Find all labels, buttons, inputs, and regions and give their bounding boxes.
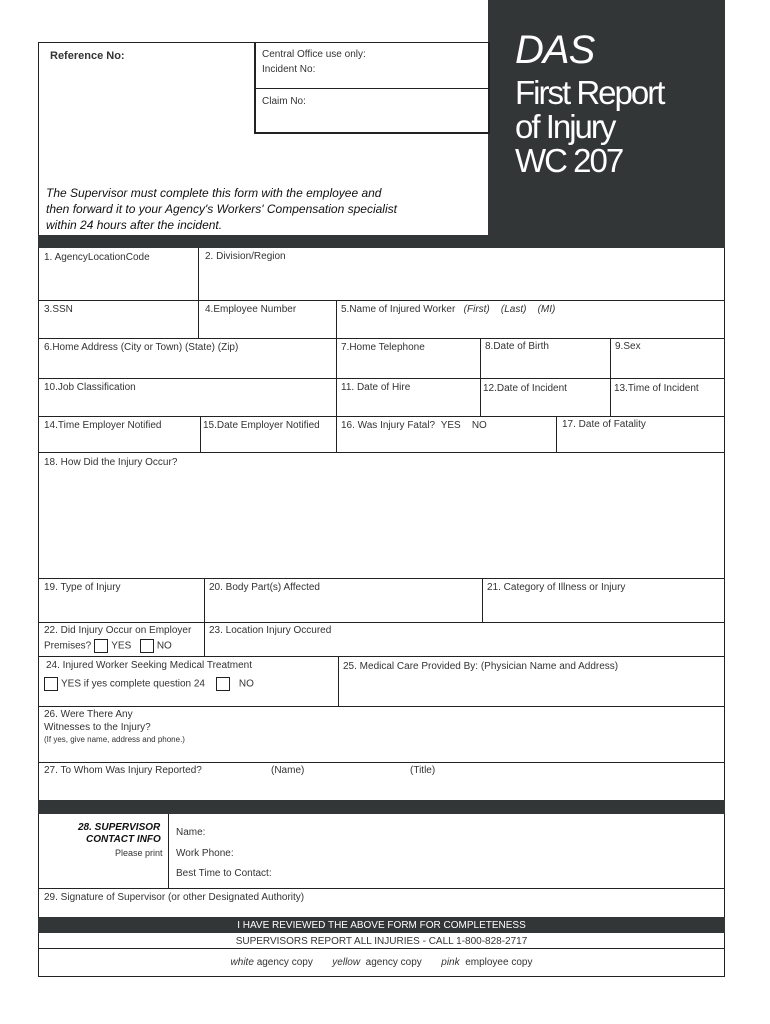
field-date-of-fatality[interactable]: 17. Date of Fatality <box>562 419 646 430</box>
field-location-injury[interactable]: 23. Location Injury Occured <box>209 625 332 636</box>
field-medical-treatment: YES if yes complete question 24 NO <box>44 677 254 691</box>
field-reported-to-title: (Title) <box>410 765 436 776</box>
reference-label: Reference No: <box>50 50 125 62</box>
premises-no-checkbox[interactable] <box>140 639 154 653</box>
separator-band <box>38 235 725 248</box>
form-title-line3: WC 207 <box>515 142 623 179</box>
claim-no-label[interactable]: Claim No: <box>262 96 306 107</box>
field-employer-premises-label: 22. Did Injury Occur on Employer <box>44 625 192 636</box>
field-sex[interactable]: 9.Sex <box>615 341 641 352</box>
treatment-no-checkbox[interactable] <box>216 677 230 691</box>
supervisor-name-field[interactable]: Name: <box>176 827 206 838</box>
instruction-line3: within 24 hours after the incident. <box>46 218 223 232</box>
reviewed-statement: I HAVE REVIEWED THE ABOVE FORM FOR COMPLETENESS <box>237 920 526 931</box>
field-job-classification[interactable]: 10.Job Classification <box>44 382 136 393</box>
incident-no-label[interactable]: Incident No: <box>262 64 316 75</box>
field-reported-to-name: (Name) <box>271 765 305 776</box>
field-witnesses-line2: Witnesses to the Injury? <box>44 722 151 733</box>
field-time-of-incident[interactable]: 13.Time of Incident <box>614 383 699 394</box>
field-home-address[interactable]: 6.Home Address (City or Town) (State) (Zip) <box>44 342 239 353</box>
field-date-of-incident[interactable]: 12.Date of Incident <box>483 383 567 394</box>
field-home-telephone[interactable]: 7.Home Telephone <box>341 342 425 353</box>
supervisor-phone-field[interactable]: Work Phone: <box>176 848 234 859</box>
field-body-parts[interactable]: 20. Body Part(s) Affected <box>209 582 320 593</box>
supervisor-contact-line2: CONTACT INFO <box>86 834 161 845</box>
supervisor-contact-line1: 28. SUPERVISOR <box>78 822 161 833</box>
supervisor-contact-line3: Please print <box>115 848 163 858</box>
field-medical-treatment-label: 24. Injured Worker Seeking Medical Treatment <box>46 660 253 671</box>
field-how-injury-occurred[interactable]: 18. How Did the Injury Occur? <box>44 457 178 468</box>
field-employer-premises: Premises? YES NO <box>44 640 172 652</box>
field-date-of-birth[interactable]: 8.Date of Birth <box>485 341 549 352</box>
field-medical-care-provider[interactable]: 25. Medical Care Provided By: (Physician Name and Address) <box>343 661 619 672</box>
field-employee-number[interactable]: 4.Employee Number <box>205 304 297 315</box>
field-ssn[interactable]: 3.SSN <box>44 304 73 315</box>
field-agency-location[interactable]: 1. AgencyLocationCode <box>44 252 150 263</box>
field-witnesses-note: (If yes, give name, address and phone.) <box>44 735 185 744</box>
field-time-employer-notified[interactable]: 14.Time Employer Notified <box>44 420 162 431</box>
field-reported-to[interactable]: 27. To Whom Was Injury Reported? <box>44 765 202 776</box>
field-date-of-hire[interactable]: 11. Date of Hire <box>341 382 411 393</box>
form-title-line1: First Report <box>515 74 664 111</box>
treatment-yes-checkbox[interactable] <box>44 677 58 691</box>
field-type-of-injury[interactable]: 19. Type of Injury <box>44 582 121 593</box>
copy-distribution: white agency copy yellow agency copy pink employee copy <box>230 957 533 968</box>
field-date-employer-notified[interactable]: 15.Date Employer Notified <box>203 420 320 431</box>
supervisor-best-time-field[interactable]: Best Time to Contact: <box>176 868 272 879</box>
field-injury-fatal[interactable]: 16. Was Injury Fatal? YES NO <box>341 420 487 431</box>
premises-yes-checkbox[interactable] <box>94 639 108 653</box>
report-all-statement: SUPERVISORS REPORT ALL INJURIES - CALL 1-800-828-2717 <box>235 936 528 947</box>
field-division-region[interactable]: 2. Division/Region <box>205 251 286 262</box>
separator-band-2 <box>38 800 725 814</box>
das-logo: DAS <box>515 28 595 72</box>
central-office-label: Central Office use only: <box>262 49 366 60</box>
instruction-line1: The Supervisor must complete this form with the employee and <box>46 186 382 200</box>
field-witnesses-line1[interactable]: 26. Were There Any <box>44 709 133 720</box>
field-injured-worker-name[interactable]: 5.Name of Injured Worker (First) (Last) (MI) <box>341 304 556 315</box>
instruction-line2: then forward it to your Agency's Workers' Compensation specialist <box>46 202 397 216</box>
supervisor-signature-field[interactable]: 29. Signature of Supervisor (or other Designated Authority) <box>44 892 305 903</box>
field-category-of-illness[interactable]: 21. Category of Illness or Injury <box>487 582 626 593</box>
form-title-line2: of Injury <box>515 108 615 145</box>
